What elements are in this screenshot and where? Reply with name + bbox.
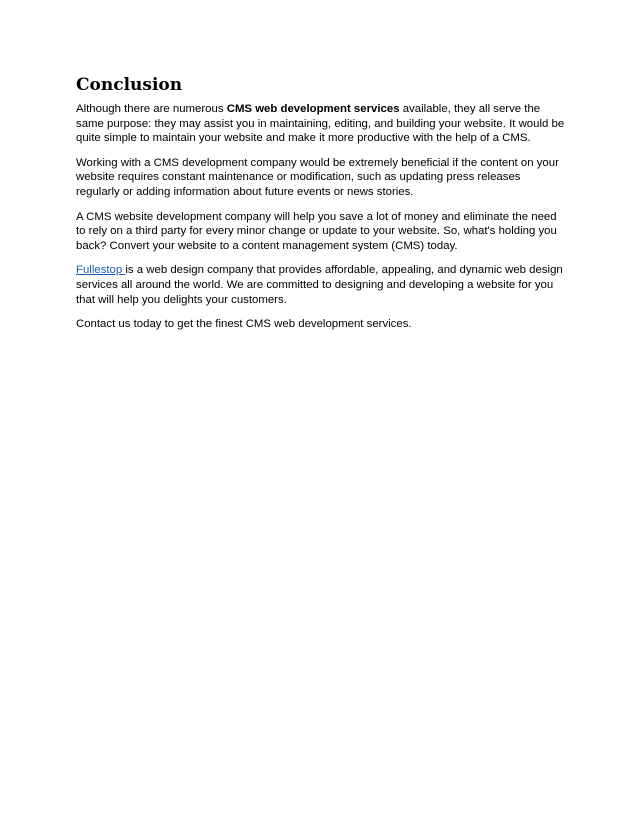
conclusion-heading: Conclusion: [76, 75, 183, 95]
bold-cms-services: CMS web development services: [226, 103, 400, 115]
paragraph-cms-services: [76, 102, 566, 146]
paragraph-text: is a web design company that provides affordable, appealing, and dynamic web design services all around the world. We are committed to designing and developing a website for you that will help you delights your customers.: [76, 264, 563, 306]
fullestop-link[interactable]: Fullestop: [76, 264, 126, 277]
paragraph-text: Although there are numerous: [76, 103, 227, 115]
paragraph-fullestop: [76, 263, 566, 307]
paragraph-save-money: A CMS website development company will help you save a lot of money and eliminate the need to rely on a third party for every minor change or update to your website. So, what's holding you back? Convert your website to a content management system (CMS) today.: [76, 210, 557, 252]
paragraph-cms-company: Working with a CMS development company would be extremely beneficial if the content on your website requires constant maintenance or modification, such as updating press releases regularly or adding information about future events or news stories.: [76, 156, 559, 198]
paragraph-contact: Contact us today to get the finest CMS web development services.: [76, 318, 412, 331]
paragraph-text: available, they all serve the same purpose: they may assist you in maintaining, editing, and building your website. It would be quite simple to maintain your website and make it more productive with the help of a CMS.: [76, 103, 565, 145]
document-content: [76, 74, 566, 342]
